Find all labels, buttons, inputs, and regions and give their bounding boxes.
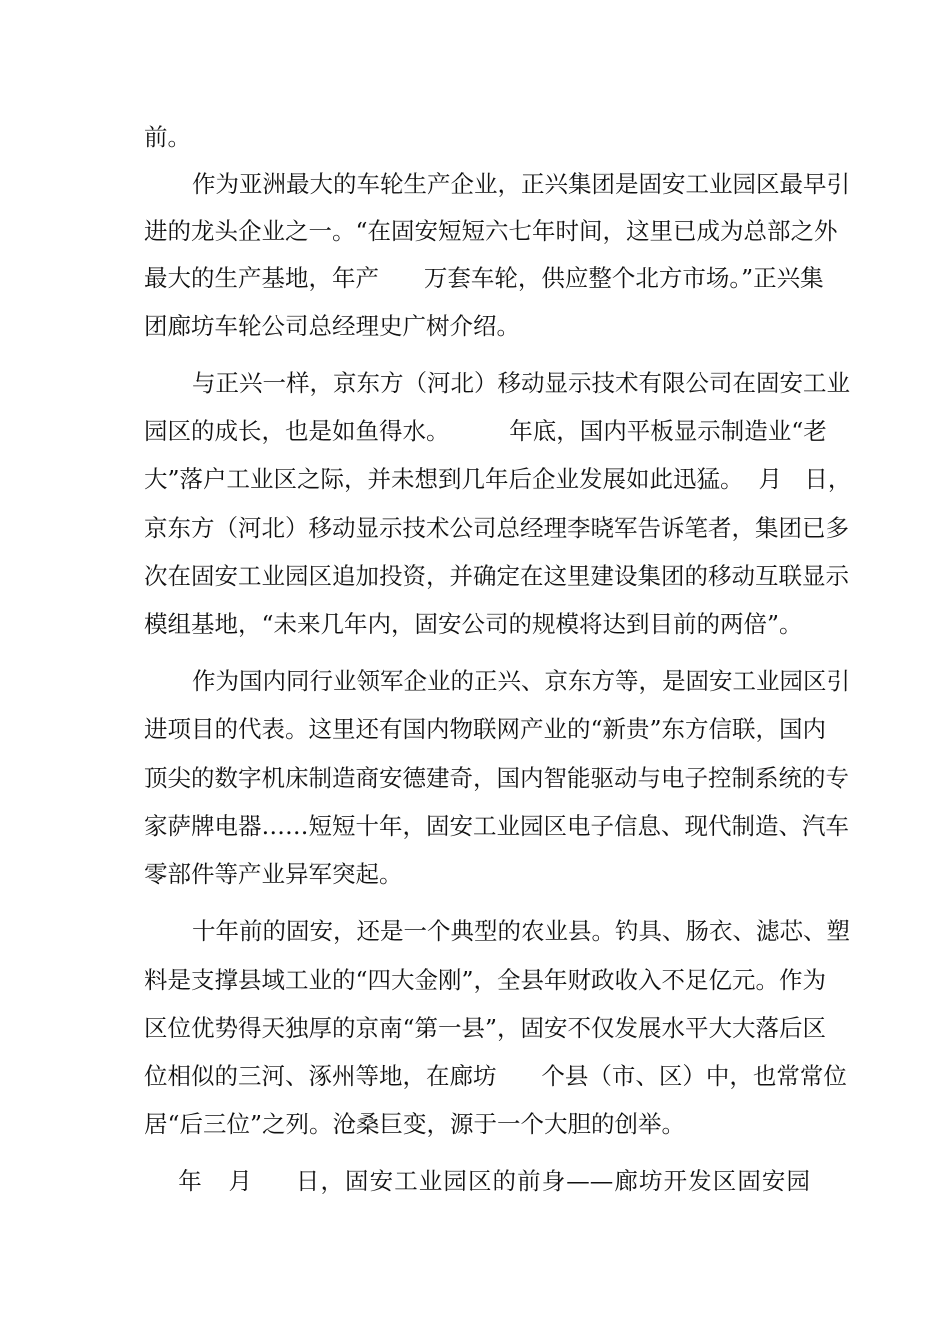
text-line-20: 位相似的三河、涿州等地，在廊坊 个县（市、区）中，也常常位 [144, 1062, 847, 1090]
text-line-17: 十年前的固安，还是一个典型的农业县。钓具、肠衣、滤芯、塑 [192, 917, 850, 945]
text-line-15: 家萨牌电器……短短十年，固安工业园区电子信息、现代制造、汽车 [144, 812, 849, 840]
text-line-16: 零部件等产业异军突起。 [144, 860, 403, 888]
text-line-5: 团廊坊车轮公司总经理史广树介绍。 [144, 312, 520, 340]
text-line-10: 次在固安工业园区追加投资，并确定在这里建设集团的移动互联显示 [144, 562, 849, 590]
text-line-19: 区位优势得天独厚的京南“第一县”，固安不仅发展水平大大落后区 [144, 1014, 827, 1042]
text-line-11: 模组基地，“未来几年内，固安公司的规模将达到目前的两倍”。 [144, 610, 803, 638]
text-line-7: 园区的成长，也是如鱼得水。 年底，国内平板显示制造业“老 [144, 417, 827, 445]
text-line-2: 作为亚洲最大的车轮生产企业，正兴集团是固安工业园区最早引 [192, 170, 850, 198]
text-line-13: 进项目的代表。这里还有国内物联网产业的“新贵”东方信联，国内 [144, 715, 827, 743]
text-line-4: 最大的生产基地，年产 万套车轮，供应整个北方市场。”正兴集 [144, 264, 824, 292]
text-line-9: 京东方（河北）移动显示技术公司总经理李晓军告诉笔者，集团已多 [144, 514, 849, 542]
text-line-6: 与正兴一样，京东方（河北）移动显示技术有限公司在固安工业 [192, 369, 850, 397]
text-line-8: 大”落户工业区之际，并未想到几年后企业发展如此迅猛。 月 日， [144, 465, 852, 493]
text-line-1: 前。 [144, 123, 191, 151]
text-line-18: 料是支撑县域工业的“四大金刚”，全县年财政收入不足亿元。作为 [144, 966, 827, 994]
text-line-3: 进的龙头企业之一。“在固安短短六七年时间，这里已成为总部之外 [144, 217, 838, 245]
text-line-22: 年 月 日，固安工业园区的前身——廊坊开发区固安园 [144, 1167, 810, 1195]
text-line-12: 作为国内同行业领军企业的正兴、京东方等，是固安工业园区引 [192, 667, 850, 695]
text-line-21: 居“后三位”之列。沧桑巨变，源于一个大胆的创举。 [144, 1110, 686, 1138]
text-line-14: 顶尖的数字机床制造商安德建奇，国内智能驱动与电子控制系统的专 [144, 764, 849, 792]
